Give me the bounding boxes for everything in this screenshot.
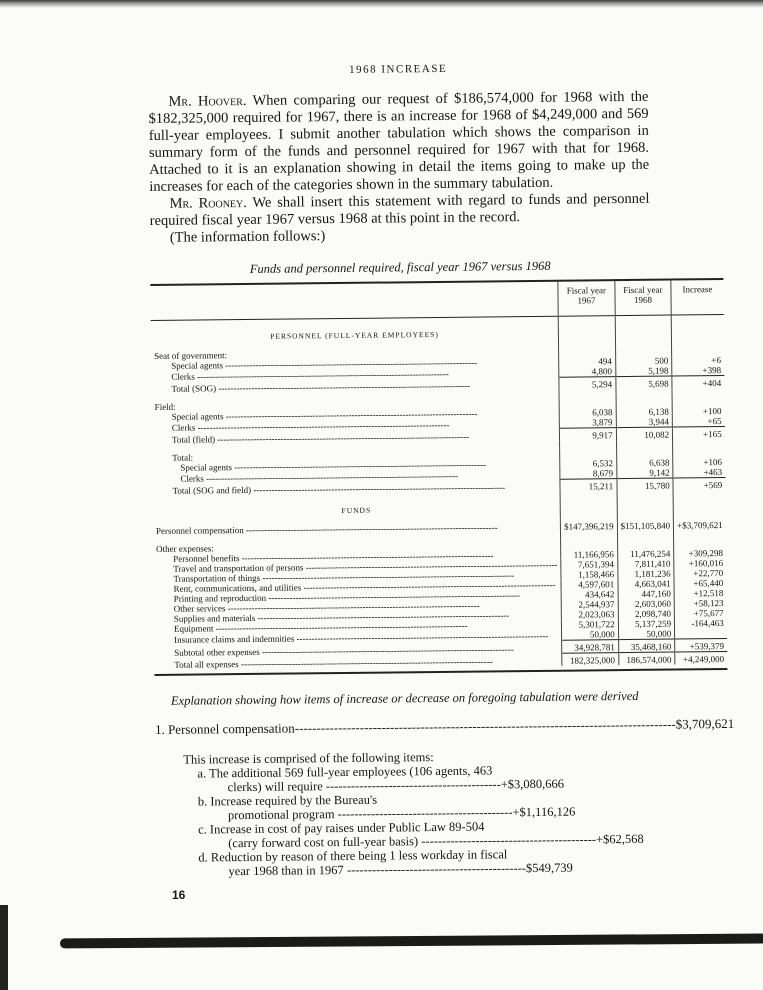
table-row: Transportation of things ----- 1,158,466 1,181,236 +22,770 <box>153 568 726 584</box>
scan-bottom-edge <box>60 934 763 949</box>
table-row: Special agents ----- 6,532 6,638 +106 <box>152 457 725 473</box>
funds-personnel-table <box>150 278 727 676</box>
header-increase: Increase <box>671 279 723 315</box>
header-fy1968: Fiscal year 1968 <box>615 280 672 316</box>
table-row: Clerks ----- 4,800 5,198 +398 <box>151 365 724 381</box>
table-row: Field: <box>152 396 725 412</box>
table-row: Other services ----- 2,544,937 2,603,060 +58,123 <box>154 598 727 614</box>
table-row: Equipment ----- 5,301,722 5,137,259 -164,463 <box>154 618 727 634</box>
table-row: Special agents ----- 6,038 6,138 +100 <box>152 406 725 422</box>
page-number: 16 <box>172 888 186 902</box>
table-row: Other expenses: <box>153 538 726 554</box>
running-head: 1968 INCREASE <box>349 62 448 76</box>
scan-top-edge <box>0 0 763 8</box>
table-row: Seat of government: <box>151 345 724 361</box>
table-row: Rent, communications, and utilities ----- 4,597,601 4,663,041 +65,440 <box>154 578 727 594</box>
item-personnel-compensation <box>154 715 735 737</box>
list-item: b. Increase required by the Bureau's promotional program ------------------------------------------ +$1,116,126 <box>197 792 576 823</box>
table-row: Clerks ----- 8,679 9,142 +463 <box>152 467 725 483</box>
item1-subitems <box>155 762 656 879</box>
table-row: Clerks ----- 3,879 3,944 +65 <box>152 416 725 432</box>
paragraph-hoover <box>148 89 649 196</box>
scan-left-edge <box>0 905 8 990</box>
header-fy1967: Fiscal year 1967 <box>558 280 615 316</box>
paragraph-info-follows: (The information follows:) <box>169 228 326 246</box>
list-item: d. Reduction by reason of there being 1 less workday in fiscal year 1968 than in 1967 ------------------------------------------ -$549,739 <box>198 847 573 879</box>
table-row: Subtotal other expenses ----- 34,928,781 35,468,160 +539,379 <box>154 638 727 657</box>
table-row: Special agents ----- 494 500 +6 <box>151 355 724 371</box>
table-row: Total (field) ----- 9,917 10,082 +165 <box>152 426 725 444</box>
speaker-hoover: Mr. Hoover. <box>168 92 247 110</box>
paragraph-hoover-text: When comparing our request of $186,574,000 for 1968 with the $182,325,000 required for 1967, there is an increase for 1968 of $4,249,000 and 569 full-year employees. I submit another tabulation which shows the comparison in summary form of the funds and personnel required for 1967 with that for 1968. Attached to it is an explanation showing in detail the items going to make up the increases for each of the categories shown in the summary tabulation. <box>148 88 650 195</box>
table-row: Supplies and materials ----- 2,023,063 2,098,740 +75,677 <box>154 608 727 624</box>
table-row: Total all expenses ----- 182,325,000 186,574,000 +4,249,000 <box>154 651 727 669</box>
document-page <box>148 53 735 879</box>
list-item: a. The additional 569 full-year employees (106 agents, 463 clerks) will require ------------------------------------------ +$3,080,666 <box>197 763 565 795</box>
paragraph-rooney-text: We shall insert this statement with regard to funds and personnel required fiscal year 1967 versus 1968 at this point in the record. <box>149 190 650 229</box>
section-funds: FUNDS <box>341 505 372 515</box>
table-row: Insurance claims and indemnities ----- 50,000 50,000 <box>154 628 727 644</box>
list-item: c. Increase in cost of pay raises under Public Law 89-504 (carry forward cost on full-year basis) ------------------------------------------ +$62,568 <box>198 819 644 851</box>
header-blank <box>150 281 558 321</box>
explanation-title: Explanation showing how items of increase or decrease on foregoing tabulation were derived <box>170 688 639 708</box>
section-personnel: PERSONNEL (FULL-YEAR EMPLOYEES) <box>270 329 439 341</box>
table-row: Travel and transportation of persons ----- 7,651,394 7,811,410 +160,016 <box>153 558 726 574</box>
item1-value: $3,709,621 <box>675 715 735 732</box>
table-title: Funds and personnel required, fiscal year 1967 versus 1968 <box>249 258 551 276</box>
item1-label: 1. Personnel compensation <box>154 720 295 737</box>
table-row: Total (SOG and field) ----- 15,211 15,780 +569 <box>152 477 725 495</box>
other-expenses-rows <box>153 548 727 644</box>
item1-intro: This increase is comprised of the following items: <box>183 750 434 767</box>
table-row: Personnel benefits ----- 11,166,956 11,476,254 +309,298 <box>153 548 726 564</box>
table-row: Printing and reproduction ----- 434,642 447,160 +12,518 <box>154 588 727 604</box>
speaker-rooney: Mr. Rooney. <box>169 194 247 212</box>
paragraph-rooney <box>149 191 649 230</box>
table-row: Total: <box>152 447 725 463</box>
table-row: Total (SOG) ----- 5,294 5,698 +404 <box>151 375 724 393</box>
table-row: Personnel compensation ----- $147,396,219 $151,105,840 +$3,709,621 <box>153 520 726 536</box>
